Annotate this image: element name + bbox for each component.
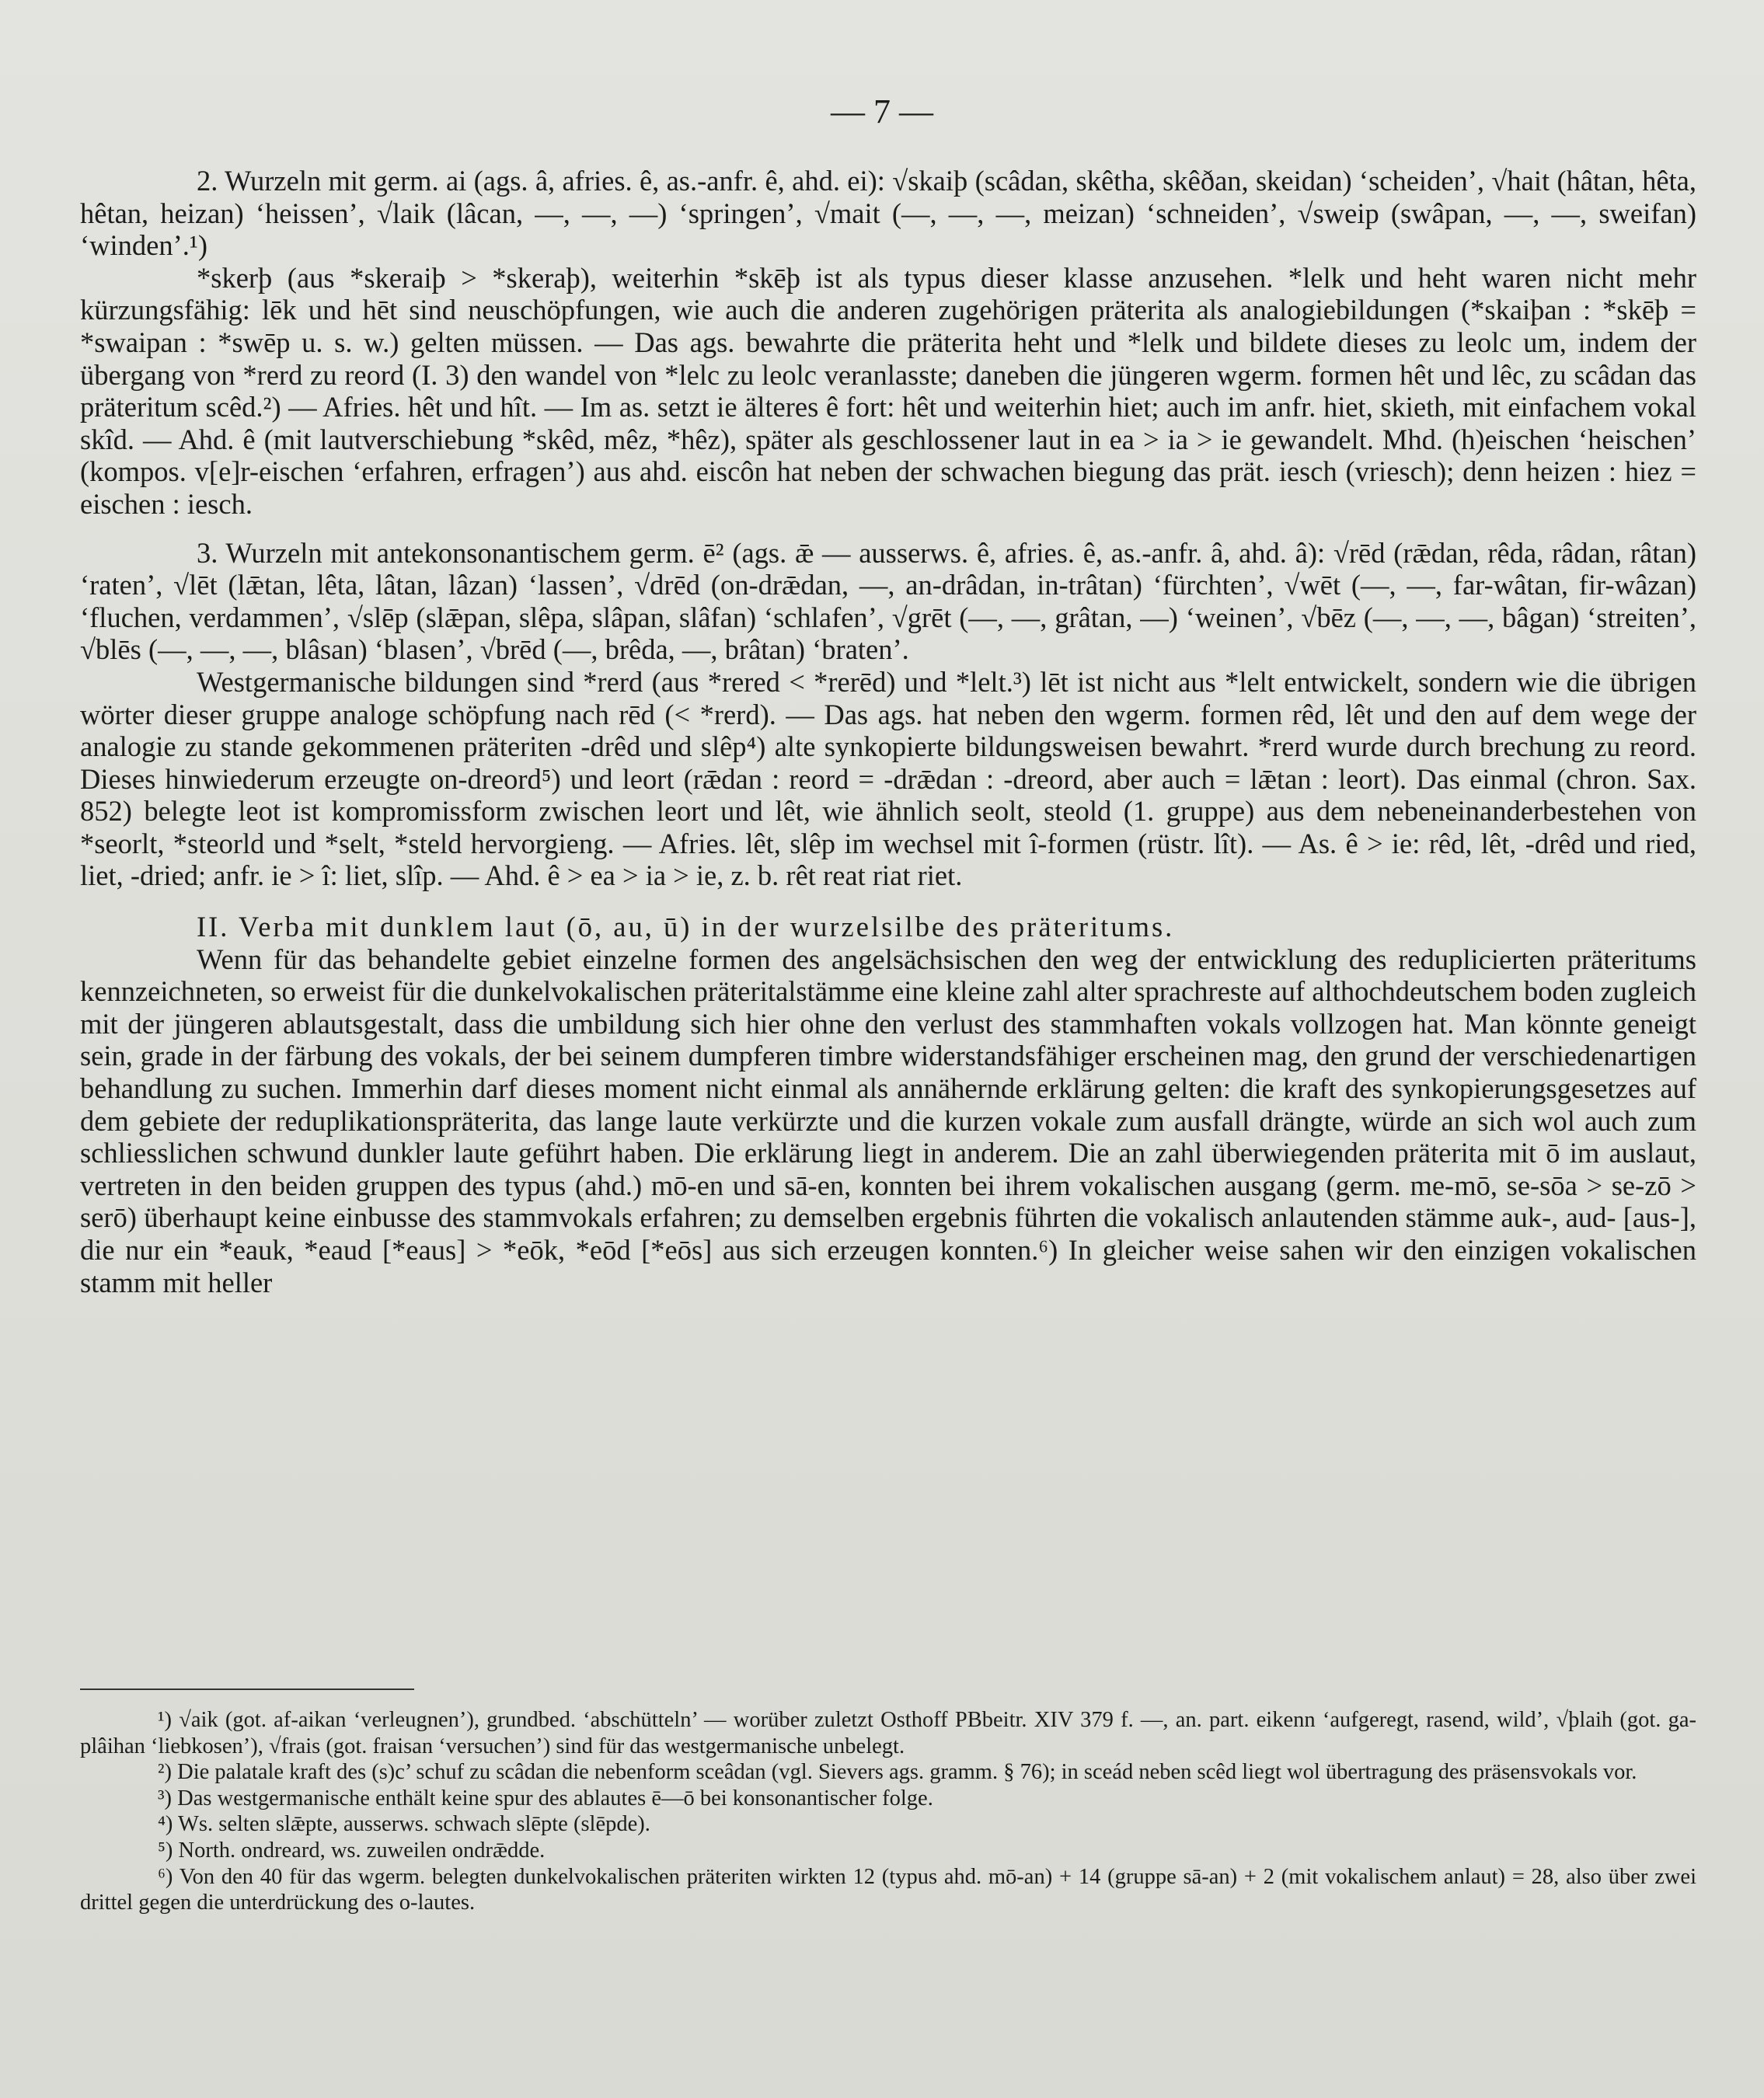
paragraph-dark-vowels: Wenn für das behandelte gebiet einzelne formen des angelsächsischen den weg der entwicklung des reduplicierten präteritums kennzeichneten, so erweist für die dunkelvokalischen präteritalstämme eine kleine zahl alter sprachreste auf althochdeutschem boden zugleich mit der jüngeren ablautsgestalt, dass die umbildung sich hier ohne den verlust des stammhaften vokals vollzogen hat. Man könnte geneigt sein, grade in der färbung des vokals, der bei seinem dumpferen timbre widerstandsfähiger erscheinen mag, den grund der verschiedenartigen behandlung zu suchen. Immerhin darf dieses moment nicht einmal als annähernde erklärung gelten: die kraft des synkopierungsgesetzes auf dem gebiete der reduplikationspräterita, das lange laute verkürzte und die kurzen vokale zum ausfall drängte, würde an sich wol auch zum schliesslichen schwund dunkler laute geführt haben. Die erklärung liegt in anderem. Die an zahl überwiegenden präterita mit ō im auslaut, vertreten in den beiden gruppen des typus (ahd.) mō-en und sā-en, konnten bei ihrem vokalischen ausgang (germ. me-mō, se-sōa > se-zō > serō) überhaupt keine einbusse des stammvokals erfahren; zu demselben ergebnis führten die vokalisch anlautenden stämme auk-, aud- [aus-], die nur ein *eauk, *eaud [*eaus] > *eōk, *eōd [*eōs] aus sich erzeugen konnten.⁶) In gleicher weise sahen wir den einzigen vokalischen stamm mit heller — [80, 943, 1696, 1298]
section-heading-II: II. Verba mit dunklem laut (ō, au, ū) in der wurzelsilbe des präteritums. — [197, 911, 1175, 943]
paragraph-skerth: *skerþ (aus *skeraiþ > *skeraþ), weiterhin *skēþ ist als typus dieser klasse anzusehen. *lelk und heht waren nicht mehr kürzungsfähig: lēk und hēt sind neuschöpfungen, wie auch die anderen zugehörigen präterita als analogiebildungen (*skaiþan : *skēþ = *swaipan : *swēp u. s. w.) gelten müssen. — Das ags. bewahrte die präterita heht und *lelk und bildete dieses zu leolc um, indem der übergang von *rerd zu reord (I. 3) den wandel von *lelc zu leolc veranlasste; daneben die jüngeren wgerm. formen hêt und lêc, zu scâdan das präteritum scêd.²) — Afries. hêt und hît. — Im as. setzt ie älteres ê fort: hêt und weiterhin hiet; auch im anfr. hiet, skieth, mit einfachem vokal skîd. — Ahd. ê (mit lautverschiebung *skêd, mêz, *hêz), später als geschlossener laut in ea > ia > ie gewandelt. Mhd. (h)eischen ‘heischen’ (kompos. v[e]r-eischen ‘erfahren, erfragen’) aus ahd. eiscôn hat neben der schwachen biegung das prät. iesch (vriesch); denn heizen : hiez = eischen : iesch. — [80, 261, 1696, 520]
footnote-5: ⁵) North. ondreard, ws. zuweilen ondrǣdde. — [158, 1838, 546, 1863]
page-number: — 7 — — [831, 92, 933, 131]
footnote-3: ³) Das westgermanische enthält keine spur des ablautes ē—ō bei konsonantischer folge. — [158, 1786, 933, 1810]
footnote-6: ⁶) Von den 40 für das wgerm. belegten dunkelvokalischen präteriten wirkten 12 (typus ahd. mō-an) + 14 (gruppe sā-an) + 2 (mit vokalischem anlaut) = 28, also über zwei drittel gegen die unterdrückung des o-lautes. — [80, 1864, 1696, 1915]
footnote-4: ⁴) Ws. selten slǣpte, ausserws. schwach slēpte (slēpde). — [158, 1812, 650, 1837]
footnote-2: ²) Die palatale kraft des (s)c’ schuf zu scâdan die nebenform sceâdan (vgl. Sievers ags. gramm. § 76); in sceád neben scêd liegt wol übertragung des präsensvokals vor. — [158, 1760, 1637, 1785]
paragraph-westgermanic: Westgermanische bildungen sind *rerd (aus *rered < *rerēd) und *lelt.³) lēt ist nicht aus *lelt entwickelt, sondern wie die übrigen wörter dieser gruppe analoge schöpfung nach rēd (< *rerd). — Das ags. hat neben den wgerm. formen rêd, lêt und den auf dem wege der analogie zu stande gekommenen präteriten -drêd und slêp⁴) alte synkopierte bildungsweisen bewahrt. *rerd wurde durch brechung zu reord. Dieses hinwiederum erzeugte on-dreord⁵) und leort (rǣdan : reord = -drǣdan : -dreord, aber auch = lǣtan : leort). Das einmal (chron. Sax. 852) belegte leot ist kompromissform zwischen leort und lêt, wie ähnlich seolt, steold (1. gruppe) aus dem nebeneinanderbestehen von *seorlt, *steorld und *selt, *steld hervorgieng. — Afries. lêt, slêp im wechsel mit î-formen (rüstr. lît). — As. ê > ie: rêd, lêt, -drêd und ried, liet, -dried; anfr. ie > î: liet, slîp. — Ahd. ê > ea > ia > ie, z. b. rêt reat riat riet. — [80, 665, 1696, 892]
main-text — [80, 165, 1696, 1298]
footnote-1: ¹) √aik (got. af-aikan ‘verleugnen’), grundbed. ‘abschütteln’ — worüber zuletzt Osthoff PBbeitr. XIV 379 f. —, an. part. eikenn ‘aufgeregt, rasend, wild’, √þlaih (got. ga-plâihan ‘liebkosen’), √frais (got. fraisan ‘versuchen’) sind für das westgermanische unbelegt. — [80, 1708, 1696, 1758]
paragraph-section-3: 3. Wurzeln mit antekonsonantischem germ. ē² (ags. ǣ — ausserws. ê, afries. ê, as.-anfr. â, ahd. â): √rēd (rǣdan, rêda, râdan, râtan) ‘raten’, √lēt (lǣtan, lêta, lâtan, lâzan) ‘lassen’, √drēd (on-drǣdan, —, an-drâdan, in-trâtan) ‘fürchten’, √wēt (—, —, far-wâtan, fir-wâzan) ‘fluchen, verdammen’, √slēp (slǣpan, slêpa, slâpan, slâfan) ‘schlafen’, √grēt (—, —, grâtan, —) ‘weinen’, √bēz (—, —, —, bâgan) ‘streiten’, √blēs (—, —, —, blâsan) ‘blasen’, √brēd (—, brêda, —, brâtan) ‘braten’. — [80, 536, 1696, 666]
paragraph-section-2: 2. Wurzeln mit germ. ai (ags. â, afries. ê, as.-anfr. ê, ahd. ei): √skaiþ (scâdan, skêtha, skêðan, skeidan) ‘scheiden’, √hait (hâtan, hêta, hêtan, heizan) ‘heissen’, √laik (lâcan, —, —, —) ‘springen’, √mait (—, —, —, meizan) ‘schneiden’, √sweip (swâpan, —, —, sweifan) ‘winden’.¹) — [80, 165, 1696, 262]
footnote-divider — [80, 1689, 414, 1690]
footnotes — [80, 1707, 1696, 1916]
